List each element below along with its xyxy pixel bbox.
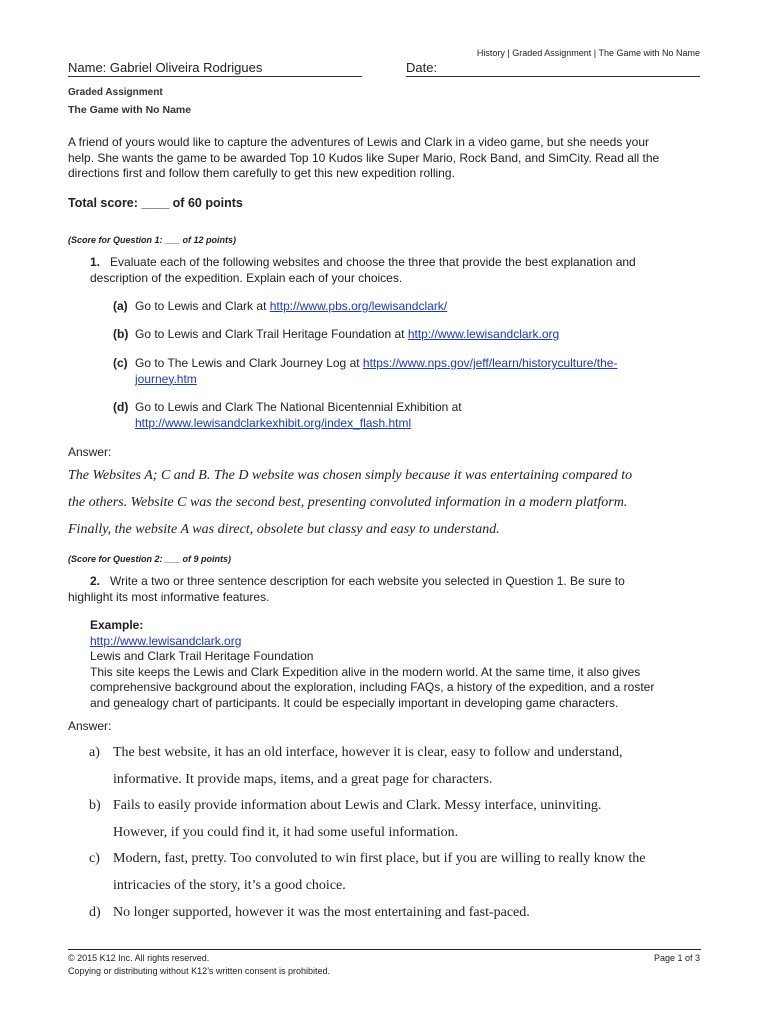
answer-line: intricacies of the story, it’s a good choice. xyxy=(113,878,346,893)
q1-score: (Score for Question 1: ___ of 12 points) xyxy=(68,235,237,245)
intro-line: A friend of yours would like to capture the adventures of Lewis and Clark in a video game, but she needs your xyxy=(68,135,650,149)
option-label: (c) xyxy=(113,356,128,370)
option-text: Go to The Lewis and Clark Journey Log at xyxy=(135,356,363,370)
q1-answer-line: The Websites A; C and B. The D website was chosen simply because it was entertaining compared to xyxy=(68,468,633,483)
answer-label: d) xyxy=(89,905,101,920)
example-link[interactable]: http://www.lewisandclark.org xyxy=(90,633,242,648)
q2-answer-c xyxy=(89,845,645,899)
option-label: (d) xyxy=(113,400,129,414)
example-description-line: comprehensive background about the exploration, including FAQs, a history of the expedition, and a roster xyxy=(90,680,655,694)
answer-label: b) xyxy=(89,798,101,813)
q2-answer-label: Answer: xyxy=(68,719,112,733)
name-label: Name: xyxy=(68,60,107,75)
example-description-line: This site keeps the Lewis and Clark Expedition alive in the modern world. At the same time, it also gives xyxy=(90,664,641,679)
name-value: Gabriel Oliveira Rodrigues xyxy=(109,60,263,75)
answer-label: c) xyxy=(89,851,100,866)
answer-line: No longer supported, however it was the most entertaining and fast-paced. xyxy=(113,905,530,920)
q1-answer xyxy=(68,462,632,543)
q2-answer-b xyxy=(89,792,601,846)
q1-option-a xyxy=(113,299,447,315)
footer-notice: Copying or distributing without K12’s written consent is prohibited. xyxy=(68,966,330,976)
answer-line: informative. It provide maps, items, and a great page for characters. xyxy=(113,772,493,787)
doc-title: The Game with No Name xyxy=(68,104,192,116)
option-link[interactable]: http://www.pbs.org/lewisandclark/ xyxy=(269,299,448,313)
example-label: Example: xyxy=(90,618,144,632)
option-text: Go to Lewis and Clark The National Bicentennial Exhibition at xyxy=(135,400,462,414)
footer-divider xyxy=(68,949,701,950)
option-link[interactable]: http://www.lewisandclarkexhibit.org/index_flash.html xyxy=(135,415,412,430)
intro-line: help. She wants the game to be awarded Top 10 Kudos like Super Mario, Rock Band, and SimCity. Read all the xyxy=(68,150,660,165)
q1-prompt-line: Evaluate each of the following websites and choose the three that provide the best explanation and xyxy=(110,255,636,269)
q1-answer-line: the others. Website C was the second best, presenting convoluted information in a modern platform. xyxy=(68,495,628,510)
q1-prompt-line: description of the expedition. Explain each of your choices. xyxy=(90,270,403,285)
q1-answer-line: Finally, the website A was direct, obsolete but classy and easy to understand. xyxy=(68,522,500,537)
option-text: Go to Lewis and Clark at xyxy=(135,299,270,313)
total-score: Total score: ____ of 60 points xyxy=(68,196,243,210)
q1-prompt xyxy=(90,255,636,286)
intro-line: directions first and follow them carefully to get this new expedition rolling. xyxy=(68,166,455,180)
answer-label: a) xyxy=(89,745,100,760)
example-description-line: and genealogy chart of participants. It could be especially important in developing game characters. xyxy=(90,695,619,710)
q2-answer-d xyxy=(89,899,530,926)
q2-example xyxy=(90,618,654,711)
q2-score: (Score for Question 2: ___ of 9 points) xyxy=(68,554,232,564)
date-label: Date: xyxy=(406,60,438,75)
q2-prompt xyxy=(90,574,625,590)
q2-prompt-line: highlight its most informative features. xyxy=(68,590,270,604)
footer-page-number: Page 1 of 3 xyxy=(653,953,700,963)
q1-option-d xyxy=(113,400,462,431)
option-label: (b) xyxy=(113,327,129,341)
example-name: Lewis and Clark Trail Heritage Foundation xyxy=(90,649,314,663)
footer-copyright: © 2015 K12 Inc. All rights reserved. xyxy=(68,953,210,963)
option-text: Go to Lewis and Clark Trail Heritage Foundation at xyxy=(135,327,408,341)
date-underline xyxy=(406,76,700,77)
answer-line: The best website, it has an old interface, however it is clear, easy to follow and understand, xyxy=(113,745,623,760)
header-breadcrumb: History | Graded Assignment | The Game with No Name xyxy=(476,48,700,58)
option-label: (a) xyxy=(113,299,128,313)
name-field-row xyxy=(68,60,262,75)
option-link-continued[interactable]: journey.htm xyxy=(135,371,197,386)
name-underline xyxy=(68,76,362,77)
answer-line: However, if you could find it, it had some useful information. xyxy=(113,825,459,840)
option-link[interactable]: http://www.lewisandclark.org xyxy=(407,327,560,341)
option-link[interactable]: https://www.nps.gov/jeff/learn/historyculture/the- xyxy=(362,356,618,370)
answer-line: Modern, fast, pretty. Too convoluted to win first place, but if you are willing to really know the xyxy=(113,851,646,866)
q2-number: 2. xyxy=(90,574,101,588)
q2-answer-a xyxy=(89,739,623,793)
q1-option-c xyxy=(113,356,617,387)
answer-line: Fails to easily provide information about Lewis and Clark. Messy interface, uninviting. xyxy=(113,798,602,813)
q1-option-b xyxy=(113,327,559,343)
q2-prompt-line: Write a two or three sentence description for each website you selected in Question 1. Be sure to xyxy=(110,574,625,588)
q1-answer-label: Answer: xyxy=(68,445,112,459)
q1-number: 1. xyxy=(90,255,101,269)
intro-paragraph xyxy=(68,135,659,182)
doc-type-label: Graded Assignment xyxy=(68,87,163,98)
